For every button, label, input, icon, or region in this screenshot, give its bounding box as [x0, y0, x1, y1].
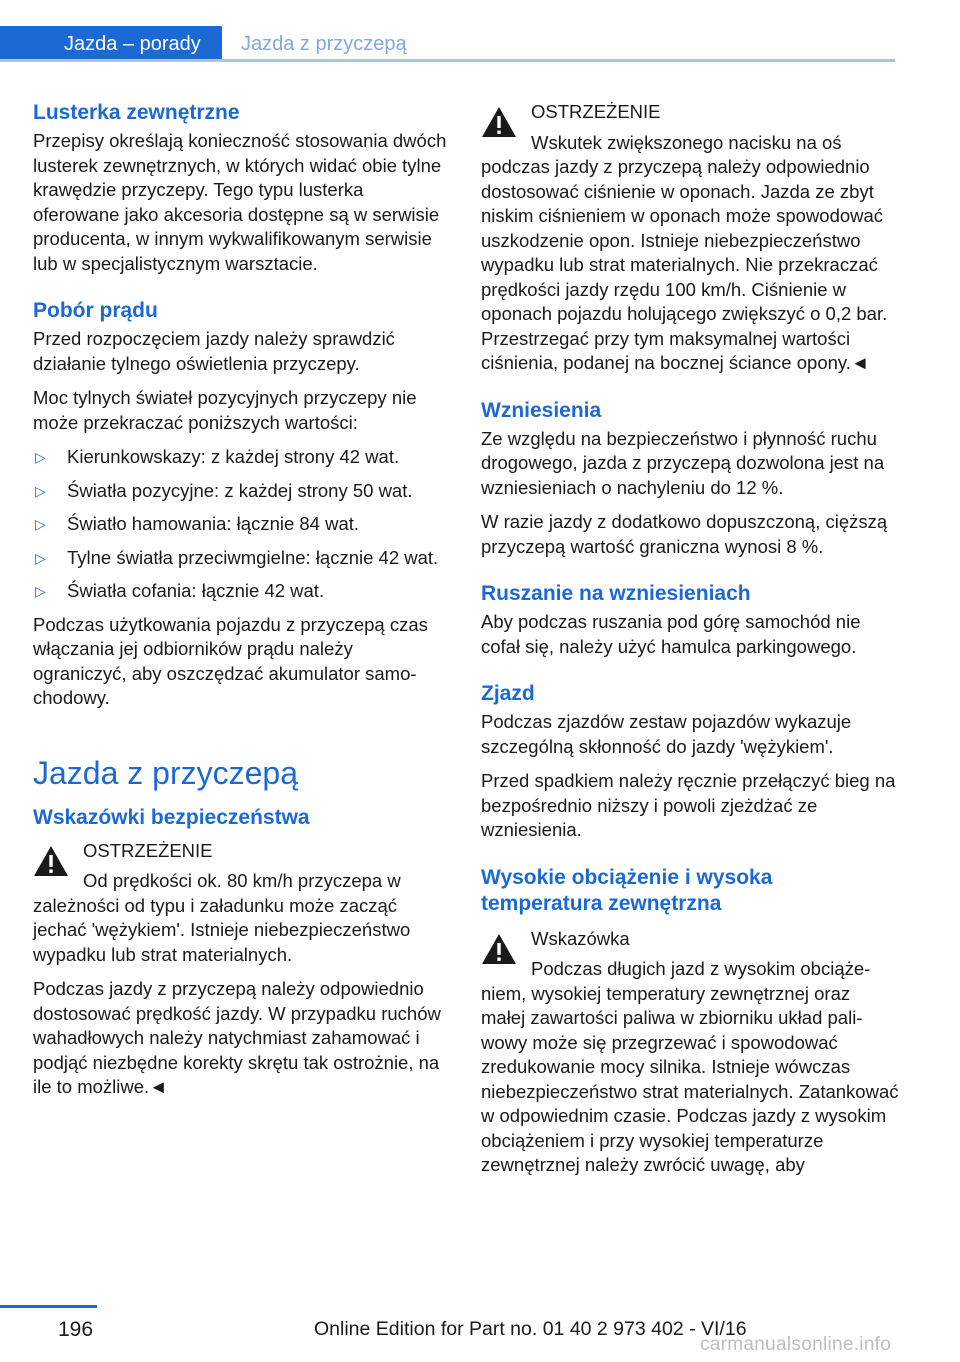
paragraph: Podczas jazdy z przyczepą należy odpowiednio dostosować prędkość jazdy. W przypadku ruchów wahadłowych należy natychmiast zahamować i podjąć niezbędne korekty skrętu tak ostrożnie, na ile to możliwe.◄ [33, 978, 441, 1097]
list-item: ▷ Światła cofania: łącznie 42 wat. [33, 579, 451, 604]
header-tab-section[interactable]: Jazda – porady [0, 26, 222, 62]
section-title-hill-start: Ruszanie na wzniesieniach [481, 582, 751, 605]
warning-box [33, 839, 451, 968]
section-title-high-load: Wysokie obciążenie i wysoka temperatura zewnętrzna [481, 865, 773, 915]
triangle-right-icon: ▷ [35, 482, 46, 499]
page-number-bar [0, 1305, 97, 1308]
header-tab-subsection[interactable]: Jazda z przyczepą [241, 33, 407, 55]
edition-footer: Online Edition for Part no. 01 40 2 973 402 - VI/16 [314, 1318, 747, 1340]
list-item: ▷ Światła pozycyjne: z każdej strony 50 wat. [33, 479, 451, 504]
triangle-right-icon: ▷ [35, 549, 46, 566]
page-header [0, 0, 895, 62]
paragraph: Podczas zjazdów zestaw pojazdów wykazuje szczególną skłonność do jazdy 'wężykiem'. [481, 711, 852, 757]
section-title-power: Pobór prądu [33, 299, 158, 322]
list-item: ▷ Światło hamowania: łącznie 84 wat. [33, 512, 451, 537]
note-text: Podczas długich jazd z wysokim obciążeniem, wysokiej temperatury zewnętrznej oraz małej zawartości paliwa w zbiorniku układ paliwowy może się przegrzewać i spowodować zredukowanie mocy silnika. Istnieje wówczas niebezpieczeństwo strat materialnych. Zatankować w odpowiednim czasie. Podczas jazdy z wysokim obciążeniem i przy wysokiej temperaturze zewnętrznej należy zwrócić uwagę, aby [481, 958, 899, 1175]
paragraph: Przepisy określają konieczność stosowania dwóch lusterek zewnętrznych, w których widać obie tylne krawędzie przyczepy. Tego typu lusterka oferowane jako akcesoria dostępne są w serwisie producenta, w innym wykwalifikowanym serwisie lub w specjalistycznym warsztacie. [33, 130, 447, 274]
paragraph: Podczas użytkowania pojazdu z przyczepą czas włączania jej odbiorników prądu należy ograniczyć, aby oszczędzać akumulator samochodowy. [33, 613, 428, 708]
section-title-slopes: Wzniesienia [481, 398, 602, 422]
list-item: ▷ Kierunkowskazy: z każdej strony 42 wat. [33, 445, 451, 470]
list-item: ▷ Tylne światła przeciwmgielne: łącznie 42 wat. [33, 546, 451, 571]
triangle-right-icon: ▷ [35, 449, 46, 465]
left-column [33, 100, 451, 1110]
warning-text: Wskutek zwiększonego nacisku na oś podczas jazdy z przyczepą należy odpowiednio dostosować ciśnienie w oponach. Jazda ze zbyt niskim ciśnieniem w oponach może spowodować uszkodzenie opon. Istnieje niebezpieczeństwo wypadku lub strat materialnych. Nie przekraczać prędkości jazdy rzędu 100 km/h. Ciśnienie w oponach pojazdu holującego zwiększyć o 0,2 bar. Przestrzegać przy tym maksymalnej wartości ciśnienia, podanej na bocznej ściance opony.◄ [481, 131, 888, 373]
section-title-descent: Zjazd [481, 682, 535, 705]
note-title: Wskazówka [531, 927, 630, 949]
paragraph: Moc tylnych świateł pozycyjnych przyczepy nie może przekraczać poniższych wartości: [33, 387, 417, 433]
right-column [481, 100, 899, 1188]
paragraph: W razie jazdy z dodatkowo dopuszczoną, cięższą przyczepą wartość graniczna wynosi 8 %. [481, 511, 888, 557]
header-divider [0, 59, 895, 62]
warning-text: Od prędkości ok. 80 km/h przyczepa w zależności od typu i załadunku może zacząć jechać 'wężykiem'. Istnieje niebezpieczeństwo wypadku lub strat materialnych. [33, 870, 411, 965]
section-title-safety: Wskazówki bezpieczeństwa [33, 805, 310, 829]
triangle-right-icon: ▷ [35, 583, 46, 599]
bullet-list [33, 445, 451, 604]
paragraph: Ze względu na bezpieczeństwo i płynność ruchu drogowego, jazda z przyczepą dozwolona jest na wzniesieniach o nachyleniu do 12 %. [481, 427, 885, 498]
warning-box [481, 100, 899, 376]
warning-triangle-icon [33, 845, 69, 877]
warning-triangle-icon [481, 106, 517, 138]
section-title-mirrors: Lusterka zewnętrzne [33, 101, 240, 124]
warning-triangle-icon [481, 933, 517, 965]
watermark: carmanualsonline.info [700, 1334, 892, 1355]
paragraph: Aby podczas ruszania pod górę samochód nie cofał się, należy użyć hamulca parkingowego. [481, 611, 861, 657]
paragraph: Przed rozpoczęciem jazdy należy sprawdzić działanie tylnego oświetlenia przyczepy. [33, 328, 395, 374]
paragraph: Przed spadkiem należy ręcznie przełączyć bieg na bezpośrednio niższy i powoli zjeżdżać ze wzniesienia. [481, 770, 896, 840]
warning-title: OSTRZEŻENIE [83, 839, 213, 861]
page-number: 196 [58, 1318, 94, 1341]
triangle-right-icon: ▷ [35, 516, 46, 532]
warning-title: OSTRZEŻENIE [531, 101, 661, 122]
chapter-title: Jazda z przyczepą [33, 754, 299, 791]
note-box [481, 927, 899, 1178]
